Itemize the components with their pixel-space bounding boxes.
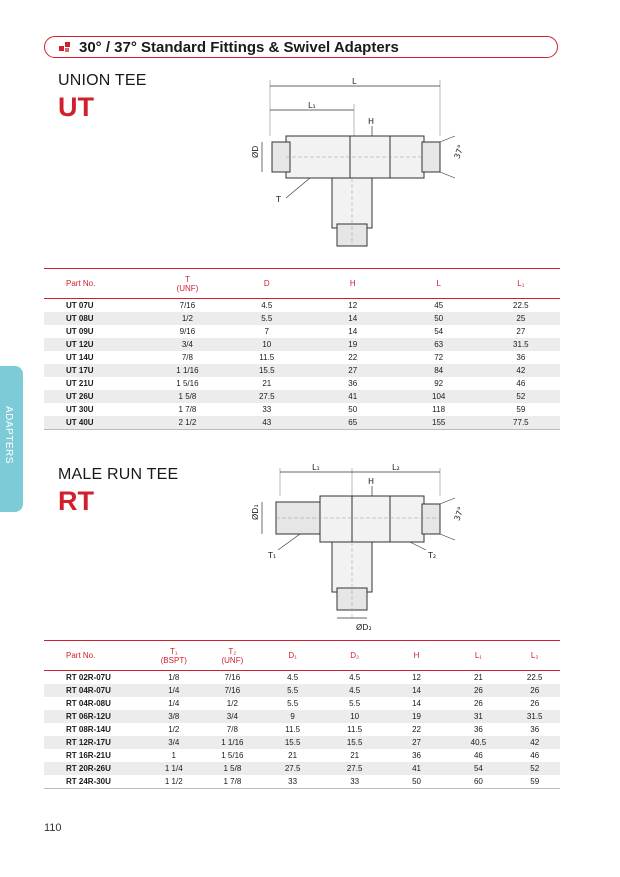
value-cell: 7 [264, 327, 269, 336]
table-row [44, 697, 560, 710]
male-run-tee-table [44, 640, 560, 789]
part-number-cell: UT 17U [44, 364, 151, 377]
value-cell: 92 [434, 379, 444, 388]
value-cell: 54 [434, 327, 444, 336]
col-d2: D₂ [324, 641, 386, 671]
value-cell: 46 [516, 379, 526, 388]
value-cell: 60 [447, 775, 509, 789]
value-cell: 11.5 [259, 353, 275, 362]
side-tab-label: ADAPTERS [3, 406, 14, 464]
value-cell: 65 [310, 416, 396, 430]
value-cell: 155 [396, 416, 482, 430]
part-number-cell: UT 07U [66, 301, 94, 310]
value-cell: 27.5 [262, 762, 324, 775]
value-cell: 27 [310, 364, 396, 377]
value-cell: 9 [262, 710, 324, 723]
table-row [44, 364, 560, 377]
value-cell: 36 [473, 725, 483, 734]
value-cell: 1 [171, 751, 176, 760]
part-number-cell: UT 08U [44, 312, 151, 325]
table-row [44, 723, 560, 736]
value-cell: 5.5 [262, 684, 324, 697]
value-cell: 59 [516, 405, 526, 414]
table-row [44, 390, 560, 403]
value-cell: 26 [473, 699, 483, 708]
rt-dim-l1: L₁ [312, 463, 320, 472]
value-cell: 27 [516, 327, 526, 336]
value-cell: 5.5 [349, 699, 361, 708]
value-cell: 45 [434, 301, 444, 310]
value-cell: 22 [412, 725, 421, 734]
part-number-cell: UT 14U [66, 353, 94, 362]
union-tee-drawing [240, 74, 480, 254]
value-cell: 1/4 [168, 699, 180, 708]
value-cell: 54 [447, 762, 509, 775]
col-l1: L₁ [447, 641, 509, 671]
value-cell: 19 [310, 338, 396, 351]
value-cell: 36 [516, 353, 526, 362]
value-cell: 15.5 [324, 736, 386, 749]
value-cell: 1/2 [151, 312, 224, 325]
table-header-row [44, 641, 560, 671]
value-cell: 50 [348, 405, 358, 414]
value-cell: 15.5 [224, 364, 310, 377]
part-number-cell: UT 21U [66, 379, 94, 388]
value-cell: 25 [482, 312, 560, 325]
value-cell: 1 1/4 [144, 762, 203, 775]
value-cell: 27.5 [324, 762, 386, 775]
col-t2: T₂ (UNF) [203, 641, 262, 671]
rt-dim-h: H [368, 477, 375, 486]
value-cell: 11.5 [285, 725, 301, 734]
page-number: 110 [44, 822, 62, 834]
col-h: H [310, 269, 396, 299]
table-row [44, 351, 560, 364]
value-cell: 10 [324, 710, 386, 723]
part-number-cell: UT 26U [44, 390, 151, 403]
table-row [44, 338, 560, 351]
value-cell: 7/16 [224, 673, 241, 682]
value-cell: 26 [447, 684, 509, 697]
col-d: D [224, 269, 310, 299]
value-cell: 72 [434, 353, 444, 362]
value-cell: 14 [386, 684, 448, 697]
male-run-tee-code: RT [58, 486, 94, 516]
ut-dim-angle: 37° [452, 143, 466, 160]
rt-dim-t2: T₂ [428, 551, 437, 560]
union-tee-table [44, 268, 560, 430]
value-cell: 21 [288, 751, 298, 760]
value-cell: 1 5/16 [221, 751, 244, 760]
rt-dim-angle: 37° [452, 505, 466, 522]
value-cell: 22 [348, 353, 358, 362]
value-cell: 43 [224, 416, 310, 430]
col-part-no: Part No. [44, 641, 144, 671]
part-number-cell: RT 02R-07U [66, 673, 111, 682]
value-cell: 31.5 [482, 338, 560, 351]
table-row [44, 299, 560, 313]
table-row [44, 775, 560, 789]
table-row [44, 749, 560, 762]
table-row [44, 403, 560, 416]
value-cell: 11.5 [347, 725, 363, 734]
col-part-no: Part No. [44, 269, 151, 299]
value-cell: 7/16 [203, 684, 262, 697]
part-number-cell: RT 04R-07U [44, 684, 144, 697]
value-cell: 21 [262, 379, 272, 388]
part-number-cell: UT 12U [44, 338, 151, 351]
side-tab-adapters[interactable] [0, 366, 23, 512]
value-cell: 46 [530, 751, 540, 760]
value-cell: 5.5 [224, 312, 310, 325]
part-number-cell: UT 40U [44, 416, 151, 430]
part-number-cell: UT 09U [66, 327, 94, 336]
value-cell: 1 1/16 [203, 736, 262, 749]
value-cell: 1 1/2 [144, 775, 203, 789]
table-header-row [44, 269, 560, 299]
value-cell: 12 [412, 673, 421, 682]
value-cell: 4.5 [287, 673, 299, 682]
value-cell: 84 [396, 364, 482, 377]
col-l2: L₂ [509, 641, 560, 671]
value-cell: 36 [348, 379, 358, 388]
value-cell: 21 [473, 673, 483, 682]
value-cell: 3/4 [151, 338, 224, 351]
value-cell: 46 [473, 751, 483, 760]
value-cell: 2 1/2 [151, 416, 224, 430]
value-cell: 36 [530, 725, 540, 734]
value-cell: 7/16 [179, 301, 196, 310]
col-d1: D₁ [262, 641, 324, 671]
value-cell: 1 1/16 [151, 364, 224, 377]
table-row [44, 416, 560, 430]
rt-dim-l2: L₂ [392, 463, 400, 472]
value-cell: 12 [348, 301, 358, 310]
ut-dim-h: H [368, 117, 375, 126]
value-cell: 1 7/8 [203, 775, 262, 789]
ut-dim-l: L [352, 77, 357, 86]
value-cell: 9/16 [179, 327, 196, 336]
value-cell: 22.5 [526, 673, 543, 682]
value-cell: 1 5/16 [176, 379, 199, 388]
col-t: T (UNF) [151, 269, 224, 299]
part-number-cell: RT 08R-14U [66, 725, 111, 734]
table-row [44, 710, 560, 723]
value-cell: 118 [432, 405, 446, 414]
union-tee-code: UT [58, 92, 94, 122]
value-cell: 59 [509, 775, 560, 789]
value-cell: 52 [482, 390, 560, 403]
value-cell: 4.5 [324, 684, 386, 697]
table-row [44, 736, 560, 749]
part-number-cell: RT 06R-12U [44, 710, 144, 723]
value-cell: 27.5 [224, 390, 310, 403]
rt-dim-d1: ØD₁ [251, 504, 260, 520]
header-banner [44, 36, 558, 58]
table-row [44, 377, 560, 390]
value-cell: 36 [412, 751, 421, 760]
value-cell: 1 5/8 [203, 762, 262, 775]
value-cell: 50 [396, 312, 482, 325]
value-cell: 26 [530, 699, 540, 708]
value-cell: 15.5 [262, 736, 324, 749]
col-h: H [386, 641, 448, 671]
value-cell: 1/8 [168, 673, 180, 682]
rt-dim-d2: ØD₂ [356, 623, 372, 632]
value-cell: 7/8 [226, 725, 238, 734]
ut-dim-l1: L₁ [308, 101, 316, 110]
value-cell: 1 7/8 [178, 405, 197, 414]
value-cell: 40.5 [447, 736, 509, 749]
value-cell: 52 [509, 762, 560, 775]
part-number-cell: UT 30U [66, 405, 94, 414]
part-number-cell: RT 12R-17U [44, 736, 144, 749]
value-cell: 41 [386, 762, 448, 775]
value-cell: 33 [324, 775, 386, 789]
table-row [44, 325, 560, 338]
value-cell: 22.5 [513, 301, 529, 310]
table-row [44, 684, 560, 697]
value-cell: 77.5 [482, 416, 560, 430]
value-cell: 3/8 [144, 710, 203, 723]
part-number-cell: RT 20R-26U [44, 762, 144, 775]
value-cell: 3/4 [144, 736, 203, 749]
value-cell: 41 [310, 390, 396, 403]
value-cell: 42 [482, 364, 560, 377]
value-cell: 42 [509, 736, 560, 749]
table-row [44, 671, 560, 685]
value-cell: 21 [350, 751, 360, 760]
part-number-cell: RT 24R-30U [44, 775, 144, 789]
ut-dim-d: ØD [251, 145, 260, 158]
value-cell: 1 5/8 [151, 390, 224, 403]
part-number-cell: RT 16R-21U [66, 751, 111, 760]
value-cell: 7/8 [181, 353, 193, 362]
part-number-cell: RT 04R-08U [66, 699, 111, 708]
value-cell: 4.5 [349, 673, 361, 682]
value-cell: 14 [310, 312, 396, 325]
rt-dim-t1: T₁ [268, 551, 277, 560]
col-t1: T₁ (BSPT) [144, 641, 203, 671]
value-cell: 31.5 [509, 710, 560, 723]
value-cell: 33 [262, 405, 272, 414]
value-cell: 104 [396, 390, 482, 403]
union-tee-title: UNION TEE [58, 72, 147, 89]
table-row [44, 762, 560, 775]
value-cell: 63 [396, 338, 482, 351]
value-cell: 26 [509, 684, 560, 697]
value-cell: 10 [224, 338, 310, 351]
value-cell: 33 [262, 775, 324, 789]
value-cell: 14 [412, 699, 421, 708]
value-cell: 31 [447, 710, 509, 723]
squares-icon [59, 42, 71, 52]
col-l1: L₁ [482, 269, 560, 299]
value-cell: 14 [348, 327, 358, 336]
col-l: L [396, 269, 482, 299]
value-cell: 1/4 [144, 684, 203, 697]
value-cell: 5.5 [287, 699, 299, 708]
value-cell: 27 [386, 736, 448, 749]
value-cell: 1/2 [168, 725, 180, 734]
male-run-tee-title: MALE RUN TEE [58, 466, 179, 483]
male-run-tee-drawing [240, 460, 480, 640]
value-cell: 3/4 [203, 710, 262, 723]
value-cell: 1/2 [226, 699, 238, 708]
table-row [44, 312, 560, 325]
ut-dim-t: T [276, 195, 281, 204]
value-cell: 19 [386, 710, 448, 723]
value-cell: 4.5 [261, 301, 273, 310]
value-cell: 50 [386, 775, 448, 789]
header-title: 30° / 37° Standard Fittings & Swivel Adapters [79, 39, 399, 56]
